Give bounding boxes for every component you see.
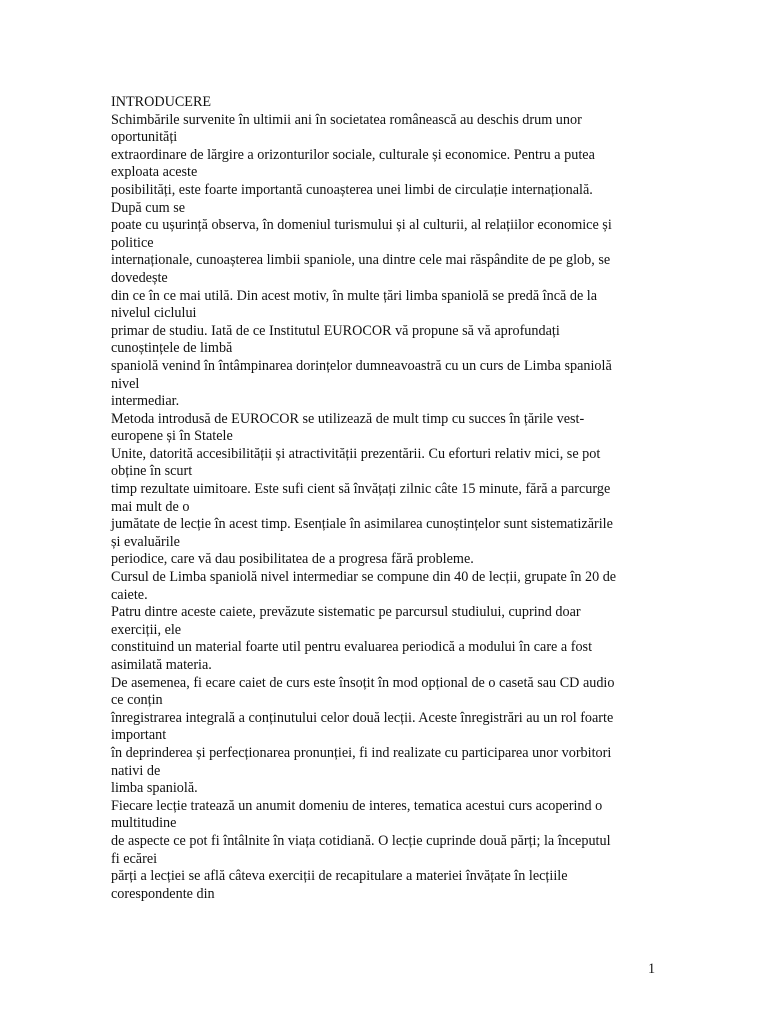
text-line: După cum se [111,199,186,216]
text-line: în deprinderea și perfecționarea pronunției, fi ind realizate cu participarea unor vorbitori [111,744,612,761]
text-line: fi ecărei [111,850,158,867]
text-line: posibilități, este foarte importantă cunoașterea unei limbi de circulație internațională. [111,181,593,198]
text-line: spaniolă venind în întâmpinarea dorințelor dumneavoastră cu un curs de Limba spaniolă [111,357,612,374]
text-line: asimilată materia. [111,657,212,673]
page-number: 1 [648,961,656,977]
text-line: internaționale, cunoașterea limbii spaniole, una dintre cele mai răspândite de pe glob, se [111,252,611,269]
text-line: Fiecare lecție tratează un anumit domeniu de interes, tematica acestui curs acoperind o [111,797,603,814]
text-line: extraordinare de lărgire a orizonturilor sociale, culturale și economice. Pentru a putea [111,146,595,163]
section-heading: INTRODUCERE [111,94,212,110]
text-line: politice [111,234,154,251]
text-line: dovedește [111,269,168,286]
text-line: primar de studiu. Iată de ce Institutul EUROCOR vă propune să vă aprofundați [111,322,560,339]
text-line: cunoștințele de limbă [111,340,233,357]
text-line: Metoda introdusă de EUROCOR se utilizează de mult timp cu succes în țările vest- [111,410,585,427]
text-line: timp rezultate uimitoare. Este sufi cient să învățați zilnic câte 15 minute, fără a parcurge [111,481,611,498]
text-line: înregistrarea integrală a conținutului celor două lecții. Aceste înregistrări au un rol foarte [111,709,614,726]
text-line: jumătate de lecție în acest timp. Esențiale în asimilarea cunoștințelor sunt sistematizările [111,516,613,533]
text-line: corespondente din [111,885,215,902]
text-line: nivel [111,375,140,392]
text-line: din ce în ce mai utilă. Din acest motiv, în multe țări limba spaniolă se predă încă de la [111,287,598,304]
text-line: mai mult de o [111,498,190,515]
text-line: De asemenea, fi ecare caiet de curs este însoțit în mod opțional de o casetă sau CD audio [111,674,615,691]
text-line: Cursul de Limba spaniolă nivel intermediar se compune din 40 de lecții, grupate în 20 de [111,569,617,586]
text-line: intermediar. [111,393,180,410]
text-line: periodice, care vă dau posibilitatea de a progresa fără probleme. [111,551,474,568]
text-line: exerciții, ele [111,621,182,638]
text-line: ce conțin [111,692,163,709]
text-line: oportunități [111,129,178,146]
text-line: părți a lecției se află câteva exerciții de recapitulare a materiei învățate în lecțiile [111,868,568,885]
document-body [111,94,656,903]
text-line: constituind un material foarte util pentru evaluarea periodică a modului în care a fost [111,639,593,656]
text-line: important [111,727,167,744]
text-line: poate cu ușurință observa, în domeniul turismului și al culturii, al relațiilor economice și [111,217,612,234]
text-line: europene și în Statele [111,428,233,445]
text-line: Patru dintre aceste caiete, prevăzute sistematic pe parcursul studiului, cuprind doar [111,604,581,621]
text-line: caiete. [111,586,148,603]
text-line: Unite, datorită accesibilității și atractivității prezentării. Cu eforturi relativ mici, se pot [111,445,601,462]
text-line: multitudine [111,815,177,832]
text-line: exploata aceste [111,164,198,181]
text-line: obține în scurt [111,463,193,480]
text-line: de aspecte ce pot fi întâlnite în viața cotidiană. O lecție cuprinde două părți; la începutul [111,832,611,849]
text-line: și evaluările [111,533,180,550]
text-line: Schimbările survenite în ultimii ani în societatea românească au deschis drum unor [111,111,582,128]
text-line: nativi de [111,762,161,779]
text-line: limba spaniolă. [111,780,198,797]
text-line: nivelul ciclului [111,305,197,322]
